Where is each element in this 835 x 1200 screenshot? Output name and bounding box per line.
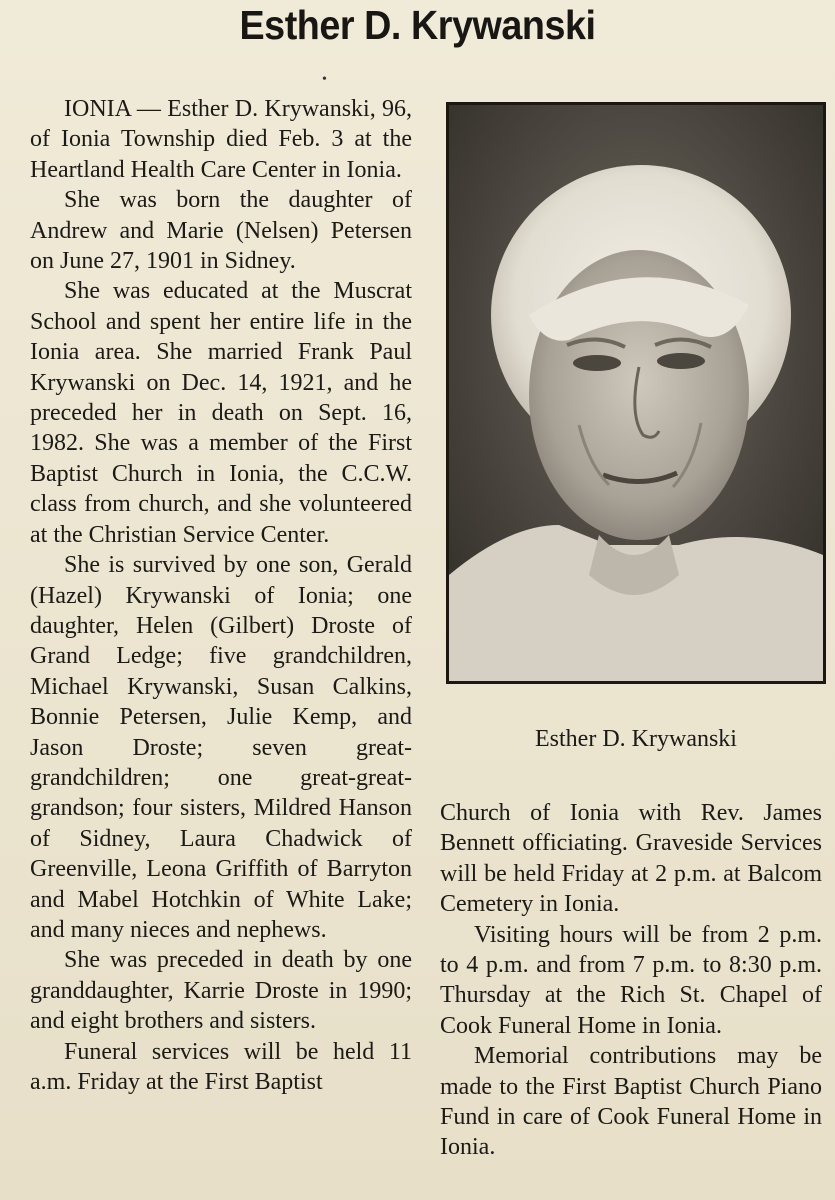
headline: Esther D. Krywanski [239,2,596,48]
photo-caption: Esther D. Krywanski [535,726,737,752]
left-column [30,94,412,1097]
paragraph-birth: She was born the daughter of Andrew and Marie (Nelsen) Petersen on June 27, 1901 in Sidney. [30,187,412,275]
paragraph-life: She was educated at the Muscrat School and spent her entire life in the Ionia area. She married Frank Paul Krywanski on Dec. 14, 1921, and he preceded her in death on Sept. 16, 1982. She was a member of the First Baptist Church in Ionia, the C.C.W. class from church, and she volunteered at the Christian Service Center. [30,278,412,548]
paragraph-funeral-continued: Church of Ionia with Rev. James Bennett officiating. Graveside Services will be held Friday at 2 p.m. at Balcom Cemetery in Ionia. [440,800,822,918]
print-speck: • [322,72,327,87]
paragraph-funeral-start: Funeral services will be held 11 a.m. Friday at the First Baptist [30,1038,412,1095]
paragraph-survivors: She is survived by one son, Gerald (Hazel) Krywanski of Ionia; one daughter, Helen (Gilbert) Droste of Grand Ledge; five grandchildren, Michael Krywanski, Susan Calkins, Bonnie Petersen, Julie Kemp, and Jason Droste; seven great-grandchildren; one great-great-grandson; four sisters, Mildred Hanson of Sidney, Laura Chadwick of Greenville, Leona Griffith of Barryton and Mabel Hotchkin of White Lake; and many nieces and nephews. [30,552,412,943]
portrait-photo-icon [449,105,823,681]
right-column [440,798,822,1163]
portrait-photo [446,102,826,684]
paragraph-intro: IONIA — Esther D. Krywanski, 96, of Ionia Township died Feb. 3 at the Heartland Health Care Center in Ionia. [30,96,412,183]
paragraph-visiting-hours: Visiting hours will be from 2 p.m. to 4 p.m. and from 7 p.m. to 8:30 p.m. Thursday at the Rich St. Chapel of Cook Funeral Home in Ionia. [440,921,822,1039]
paragraph-preceded: She was preceded in death by one granddaughter, Karrie Droste in 1990; and eight brothers and sisters. [30,947,412,1035]
paragraph-memorial: Memorial contributions may be made to the First Baptist Church Piano Fund in care of Cook Funeral Home in Ionia. [440,1043,822,1161]
